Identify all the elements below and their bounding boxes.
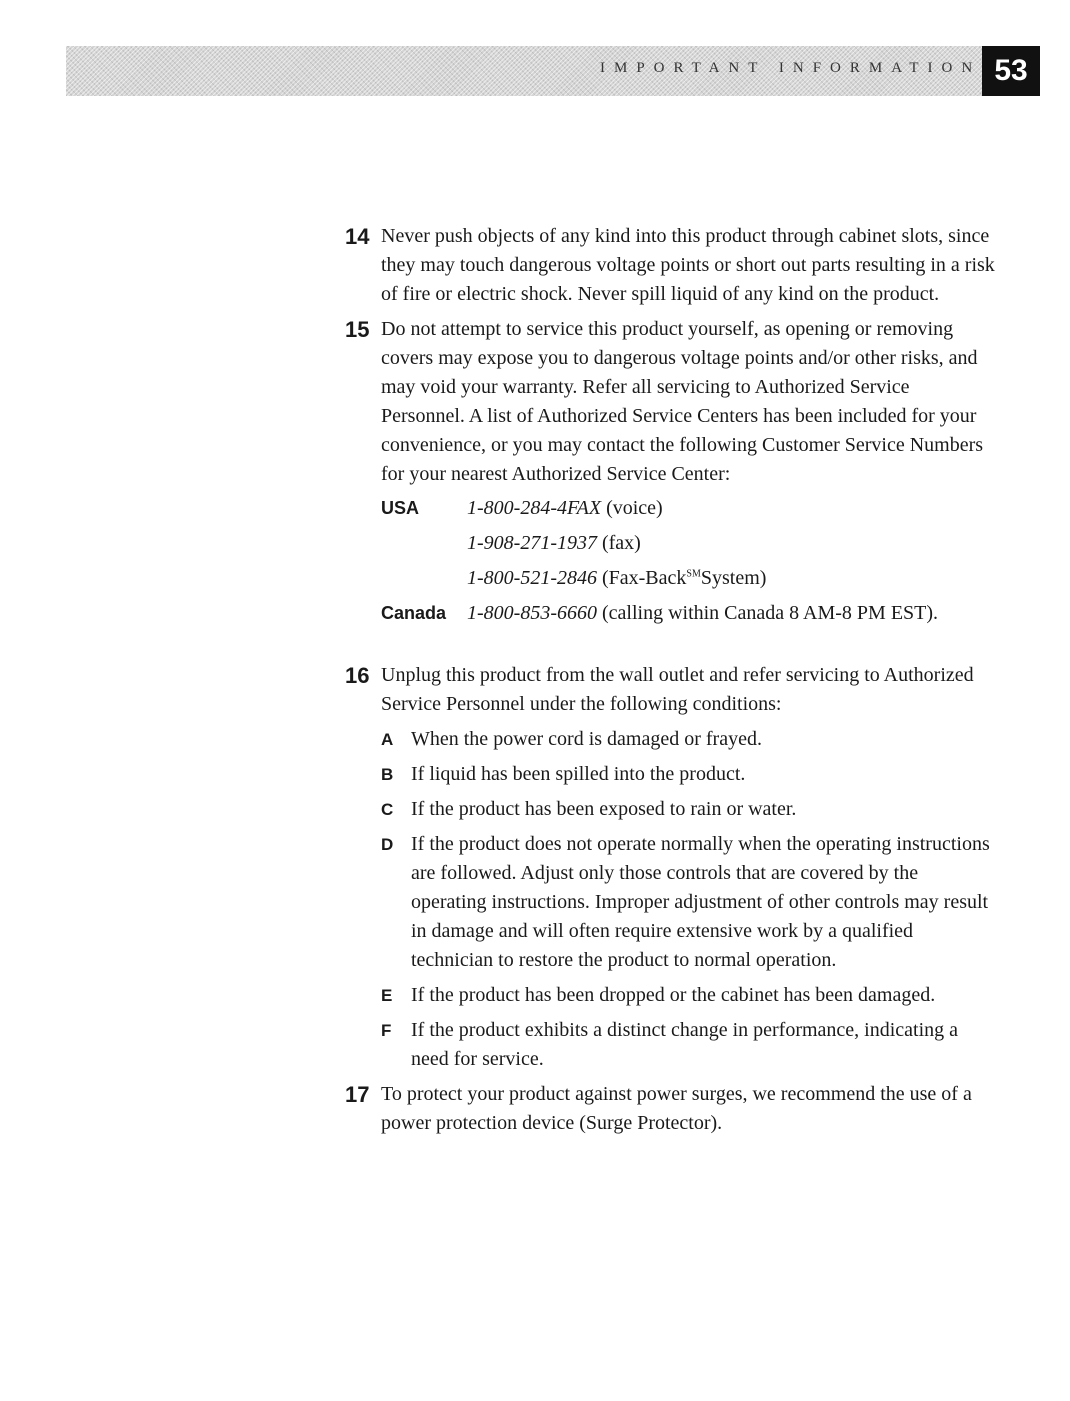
condition-text: When the power cord is damaged or frayed. xyxy=(411,728,762,750)
item-number: 17 xyxy=(345,1082,370,1107)
condition-letter: D xyxy=(381,835,394,854)
page-number: 53 xyxy=(982,46,1040,96)
condition-text: If liquid has been spilled into the product. xyxy=(411,763,746,785)
phone-number: 1-800-853-6660 xyxy=(467,602,597,624)
phone-note: (calling within Canada 8 AM-8 PM EST). xyxy=(601,602,939,624)
phone-row-usa-fax xyxy=(381,526,995,561)
condition-f xyxy=(381,1016,995,1074)
country-label-canada: Canada xyxy=(381,603,447,623)
item-text: Do not attempt to service this product yourself, as opening or removing covers may expose you to dangerous voltage points and/or other risks, and may void your warranty. Refer all servicing to Authorized Service Personnel. A list of Authorized Service Centers has been included for your convenience, or you may contact the following Customer Service Numbers for your nearest Authorized Service Center: xyxy=(381,318,984,485)
condition-letter: F xyxy=(381,1021,392,1040)
condition-letter: B xyxy=(381,765,394,784)
phone-number: 1-800-521-2846 xyxy=(467,567,597,589)
instruction-16 xyxy=(345,661,995,1074)
condition-text: If the product has been dropped or the cabinet has been damaged. xyxy=(411,984,936,1006)
phone-row-canada xyxy=(381,596,995,631)
safety-instructions xyxy=(345,222,995,1144)
condition-letter: E xyxy=(381,986,393,1005)
condition-text: If the product has been exposed to rain or water. xyxy=(411,798,797,820)
phone-number: 1-908-271-1937 xyxy=(467,532,597,554)
condition-letter: C xyxy=(381,800,394,819)
item-text: Unplug this product from the wall outlet and refer servicing to Authorized Service Personnel under the following conditions: xyxy=(381,664,974,715)
item-text: Never push objects of any kind into this product through cabinet slots, since they may touch dangerous voltage points or short out parts resulting in a risk of fire or electric shock. Never spill liquid of any kind on the product. xyxy=(381,225,995,305)
item-number: 15 xyxy=(345,317,370,342)
phone-row-usa-voice xyxy=(381,491,995,526)
condition-c xyxy=(381,795,995,824)
condition-e xyxy=(381,981,995,1010)
phone-note: (fax) xyxy=(601,532,641,554)
item-number: 14 xyxy=(345,224,370,249)
service-mark: SM xyxy=(686,568,701,580)
condition-a xyxy=(381,725,995,754)
condition-text: If the product does not operate normally when the operating instructions are followed. Adjust only those controls that are covered by the operating instructions. Improper adjustment of other controls may result in damage and will often require extensive work by a qualified technician to restore the product to normal operation. xyxy=(411,833,990,971)
condition-d xyxy=(381,830,995,975)
item-number: 16 xyxy=(345,663,370,688)
phone-note: (voice) xyxy=(606,497,663,519)
phone-note: (Fax-Back xyxy=(601,567,687,589)
phone-row-usa-faxback xyxy=(381,561,995,596)
phone-note: System) xyxy=(700,567,767,589)
page-header-title: IMPORTANT INFORMATION xyxy=(600,60,982,76)
country-label-usa: USA xyxy=(381,498,420,518)
condition-letter: A xyxy=(381,730,394,749)
instruction-14 xyxy=(345,222,995,309)
item-text: To protect your product against power surges, we recommend the use of a power protection device (Surge Protector). xyxy=(381,1083,972,1134)
condition-b xyxy=(381,760,995,789)
condition-text: If the product exhibits a distinct change in performance, indicating a need for service. xyxy=(411,1019,959,1070)
instruction-15 xyxy=(345,315,995,631)
instruction-17 xyxy=(345,1080,995,1138)
phone-number: 1-800-284-4FAX xyxy=(467,497,602,519)
phone-list xyxy=(381,491,995,631)
